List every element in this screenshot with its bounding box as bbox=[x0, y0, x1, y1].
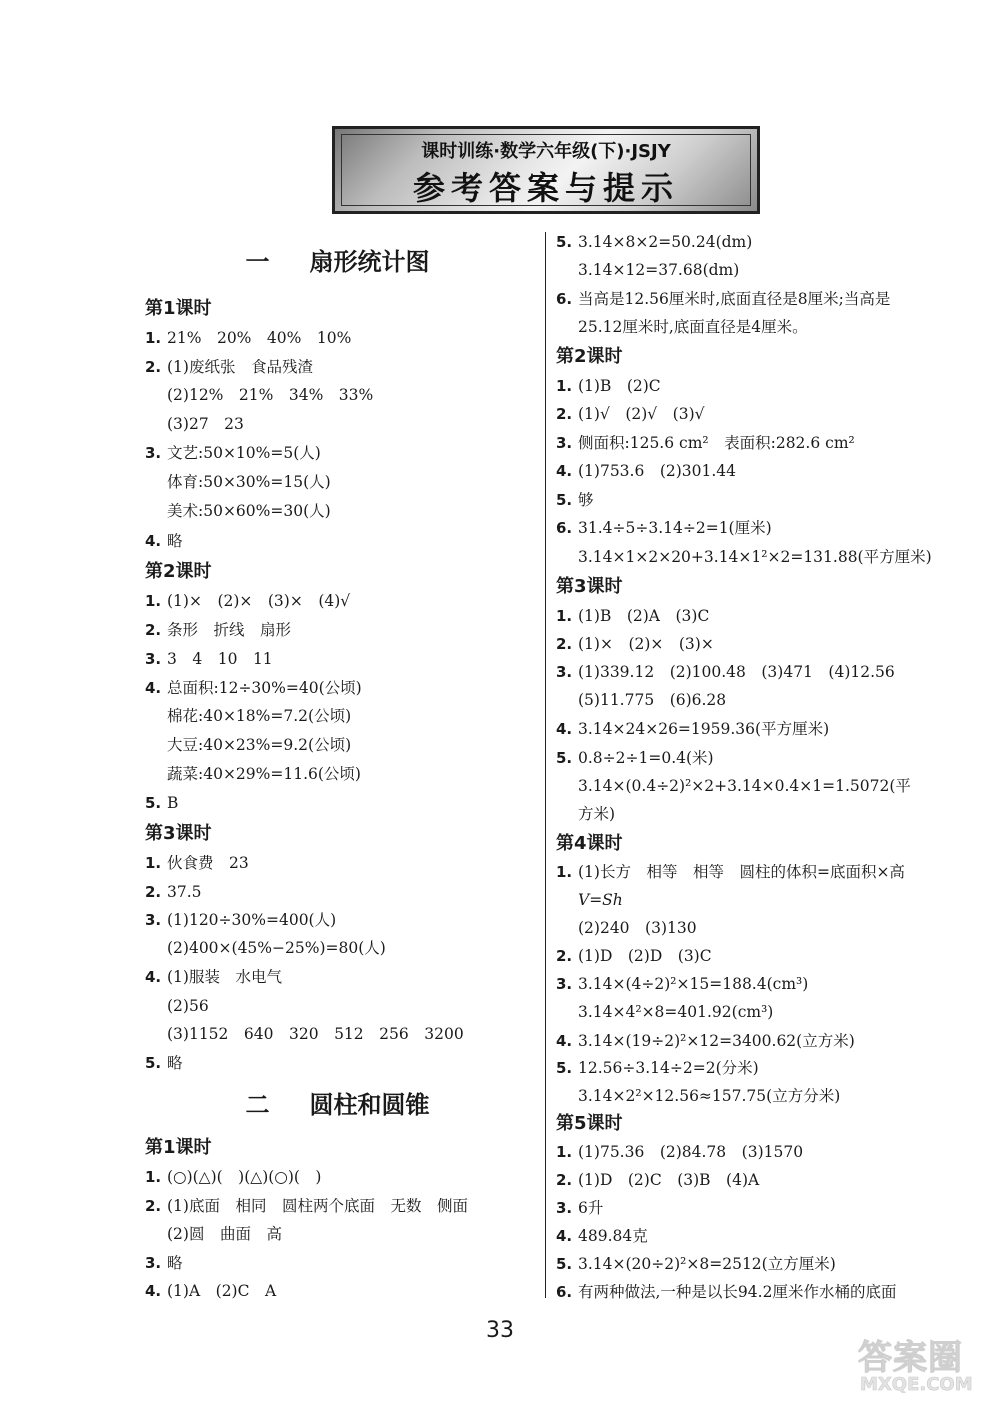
answer-text: 21% 20% 40% 10% bbox=[167, 329, 352, 347]
question-number: 2. bbox=[556, 405, 573, 423]
answer-line: (2)12% 21% 34% 33% bbox=[167, 386, 374, 404]
question-number: 4. bbox=[556, 462, 573, 480]
answer-text: 3.14×8×2=50.24(dm) bbox=[578, 233, 753, 251]
answer-text: 伙食费 23 bbox=[167, 854, 249, 872]
answer-text: 3 4 10 11 bbox=[167, 650, 273, 668]
answer-line: 3.14×12=37.68(dm) bbox=[578, 261, 740, 279]
answer-line bbox=[145, 328, 351, 348]
watermark-logo: 答案圈 bbox=[858, 1338, 963, 1378]
lesson-heading: 第1课时 bbox=[145, 298, 212, 319]
answer-text: (○)(△)( )(△)(○)( ) bbox=[167, 1168, 322, 1186]
answer-line: 方米) bbox=[578, 805, 616, 823]
answer-text: B bbox=[167, 794, 179, 812]
answer-line bbox=[145, 591, 350, 611]
answer-line: 大豆:40×23%=9.2(公顷) bbox=[167, 736, 352, 754]
chapter-heading bbox=[145, 247, 530, 277]
answer-text: (1)× (2)× (3)× bbox=[578, 635, 714, 653]
answer-line bbox=[145, 1281, 276, 1301]
question-number: 4. bbox=[556, 720, 573, 738]
answer-line bbox=[556, 518, 772, 538]
answer-line: (2)圆 曲面 高 bbox=[167, 1225, 282, 1243]
answer-line bbox=[556, 1142, 803, 1162]
lesson-heading: 第5课时 bbox=[556, 1113, 623, 1134]
answer-line bbox=[556, 1170, 759, 1190]
answer-text: 略 bbox=[167, 532, 183, 550]
answer-line bbox=[556, 1031, 855, 1051]
answer-line bbox=[145, 678, 362, 698]
question-number: 2. bbox=[145, 358, 162, 376]
answer-text: (1)× (2)× (3)× (4)√ bbox=[167, 592, 351, 610]
answer-text: 489.84克 bbox=[578, 1227, 648, 1245]
answer-text: (1)底面 相同 圆柱两个底面 无数 侧面 bbox=[167, 1197, 468, 1215]
question-number: 5. bbox=[556, 1059, 573, 1077]
answer-line: 美术:50×60%=30(人) bbox=[167, 502, 331, 520]
chapter-number: 二 bbox=[245, 1091, 270, 1119]
answer-line bbox=[145, 443, 321, 463]
answer-text: 31.4÷5÷3.14÷2=1(厘米) bbox=[578, 519, 772, 537]
answer-line bbox=[556, 1282, 896, 1302]
question-number: 1. bbox=[145, 1168, 162, 1186]
question-number: 4. bbox=[145, 1282, 162, 1300]
chapter-number: 一 bbox=[245, 248, 270, 276]
answer-line bbox=[145, 793, 178, 813]
answer-line bbox=[556, 490, 594, 510]
question-number: 2. bbox=[145, 883, 162, 901]
question-number: 1. bbox=[556, 377, 573, 395]
question-number: 1. bbox=[556, 863, 573, 881]
question-number: 3. bbox=[145, 444, 162, 462]
answer-line: 3.14×4²×8=401.92(cm³) bbox=[578, 1003, 774, 1021]
answer-line: (2)240 (3)130 bbox=[578, 919, 697, 937]
watermark-site: MXQE.COM bbox=[860, 1374, 973, 1395]
answer-text: (1)D (2)C (3)B (4)A bbox=[578, 1171, 760, 1189]
question-number: 2. bbox=[556, 1171, 573, 1189]
answer-line bbox=[145, 357, 313, 377]
question-number: 1. bbox=[556, 607, 573, 625]
answer-line: 棉花:40×18%=7.2(公顷) bbox=[167, 707, 352, 725]
answer-line bbox=[556, 461, 736, 481]
answer-text: 文艺:50×10%=5(人) bbox=[167, 444, 321, 462]
question-number: 4. bbox=[145, 679, 162, 697]
question-number: 2. bbox=[556, 635, 573, 653]
answer-line: 3.14×1×2×20+3.14×1²×2=131.88(平方厘米) bbox=[578, 548, 932, 566]
answer-line bbox=[145, 910, 336, 930]
answer-line bbox=[145, 853, 249, 873]
answer-line bbox=[556, 404, 705, 424]
answer-text: (1)长方 相等 相等 圆柱的体积=底面积×高 bbox=[578, 863, 905, 881]
banner-title: 参考答案与提示 bbox=[412, 169, 679, 207]
answer-line bbox=[145, 1053, 183, 1073]
answer-line: (5)11.775 (6)6.28 bbox=[578, 691, 727, 709]
answer-line bbox=[556, 433, 855, 453]
answer-line: (3)27 23 bbox=[167, 415, 244, 433]
question-number: 3. bbox=[556, 434, 573, 452]
answer-text: (1)339.12 (2)100.48 (3)471 (4)12.56 bbox=[578, 663, 895, 681]
answer-line bbox=[145, 1196, 468, 1216]
answer-text: (1)D (2)D (3)C bbox=[578, 947, 712, 965]
answer-text: (1)B (2)C bbox=[578, 377, 661, 395]
answer-line bbox=[145, 649, 273, 669]
answer-line: 3.14×2²×12.56≈157.75(立方分米) bbox=[578, 1087, 841, 1105]
answer-line: 3.14×(0.4÷2)²×2+3.14×0.4×1=1.5072(平 bbox=[578, 777, 911, 795]
question-number: 4. bbox=[145, 532, 162, 550]
lesson-heading: 第4课时 bbox=[556, 833, 623, 854]
answer-line bbox=[556, 606, 709, 626]
lesson-heading: 第2课时 bbox=[556, 346, 623, 367]
answer-line bbox=[556, 946, 712, 966]
answer-line bbox=[556, 232, 752, 252]
answer-text: 条形 折线 扇形 bbox=[167, 621, 292, 639]
answer-line bbox=[145, 531, 183, 551]
chapter-title: 扇形统计图 bbox=[309, 248, 430, 276]
answer-line: V=Sh bbox=[578, 891, 623, 909]
answer-line bbox=[556, 289, 890, 309]
answer-line bbox=[556, 974, 808, 994]
answer-line bbox=[145, 1167, 321, 1187]
answer-text: 0.8÷2÷1=0.4(米) bbox=[578, 749, 714, 767]
answer-text: (1)B (2)A (3)C bbox=[578, 607, 710, 625]
answer-text: (1)120÷30%=400(人) bbox=[167, 911, 337, 929]
answer-line: 25.12厘米时,底面直径是4厘米。 bbox=[578, 318, 808, 336]
answer-text: (1)√ (2)√ (3)√ bbox=[578, 405, 705, 423]
answer-line bbox=[556, 1198, 603, 1218]
title-banner bbox=[332, 126, 760, 214]
answer-text: (1)753.6 (2)301.44 bbox=[578, 462, 737, 480]
answer-line bbox=[556, 634, 714, 654]
answer-line bbox=[145, 620, 291, 640]
column-divider bbox=[545, 232, 546, 1298]
lesson-heading: 第3课时 bbox=[556, 576, 623, 597]
question-number: 5. bbox=[556, 233, 573, 251]
question-number: 1. bbox=[145, 854, 162, 872]
answer-text: 侧面积:125.6 cm² 表面积:282.6 cm² bbox=[578, 434, 855, 452]
answer-text: 3.14×(4÷2)²×15=188.4(cm³) bbox=[578, 975, 809, 993]
lesson-heading: 第3课时 bbox=[145, 823, 212, 844]
answer-line bbox=[145, 1253, 183, 1273]
watermark bbox=[858, 1330, 988, 1400]
question-number: 3. bbox=[556, 663, 573, 681]
answer-text: 有两种做法,一种是以长94.2厘米作水桶的底面 bbox=[578, 1283, 897, 1301]
answer-line bbox=[556, 1254, 836, 1274]
answer-text: 6升 bbox=[578, 1199, 604, 1217]
question-number: 5. bbox=[556, 1255, 573, 1273]
question-number: 6. bbox=[556, 1283, 573, 1301]
answer-line: (2)56 bbox=[167, 997, 209, 1015]
question-number: 1. bbox=[556, 1143, 573, 1161]
answer-line bbox=[556, 719, 829, 739]
answer-text: 略 bbox=[167, 1254, 183, 1272]
answer-line bbox=[556, 376, 661, 396]
question-number: 3. bbox=[145, 1254, 162, 1272]
question-number: 1. bbox=[145, 592, 162, 610]
answer-line bbox=[556, 662, 895, 682]
lesson-heading: 第2课时 bbox=[145, 561, 212, 582]
question-number: 3. bbox=[556, 975, 573, 993]
question-number: 3. bbox=[145, 650, 162, 668]
answer-line: 蔬菜:40×29%=11.6(公顷) bbox=[167, 765, 361, 783]
question-number: 4. bbox=[556, 1032, 573, 1050]
question-number: 2. bbox=[556, 947, 573, 965]
answer-text: (1)服装 水电气 bbox=[167, 968, 282, 986]
answer-text: 够 bbox=[578, 491, 594, 509]
question-number: 5. bbox=[556, 749, 573, 767]
answer-text: (1)75.36 (2)84.78 (3)1570 bbox=[578, 1143, 804, 1161]
answer-text: (1)废纸张 食品残渣 bbox=[167, 358, 313, 376]
question-number: 1. bbox=[145, 329, 162, 347]
chapter-heading bbox=[145, 1090, 530, 1120]
answer-text: 3.14×(19÷2)²×12=3400.62(立方米) bbox=[578, 1032, 855, 1050]
answer-text: 12.56÷3.14÷2=2(分米) bbox=[578, 1059, 759, 1077]
answer-line bbox=[145, 882, 202, 902]
answer-line bbox=[556, 748, 714, 768]
answer-line bbox=[556, 862, 905, 882]
question-number: 4. bbox=[145, 968, 162, 986]
answer-text: 3.14×(20÷2)²×8=2512(立方厘米) bbox=[578, 1255, 836, 1273]
answer-text: 略 bbox=[167, 1054, 183, 1072]
page-number: 33 bbox=[486, 1318, 514, 1343]
question-number: 3. bbox=[145, 911, 162, 929]
answer-line: 体育:50×30%=15(人) bbox=[167, 473, 331, 491]
answer-text: 37.5 bbox=[167, 883, 202, 901]
question-number: 2. bbox=[145, 1197, 162, 1215]
question-number: 5. bbox=[145, 794, 162, 812]
answer-text: 当高是12.56厘米时,底面直径是8厘米;当高是 bbox=[578, 290, 891, 308]
answer-line: (2)400×(45%−25%)=80(人) bbox=[167, 939, 386, 957]
lesson-heading: 第1课时 bbox=[145, 1137, 212, 1158]
chapter-title: 圆柱和圆锥 bbox=[309, 1091, 430, 1119]
answer-text: 总面积:12÷30%=40(公顷) bbox=[167, 679, 362, 697]
question-number: 5. bbox=[556, 491, 573, 509]
question-number: 3. bbox=[556, 1199, 573, 1217]
question-number: 6. bbox=[556, 519, 573, 537]
answer-line bbox=[556, 1226, 648, 1246]
banner-subtitle: 课时训练·数学六年级(下)·JSJY bbox=[421, 141, 671, 162]
answer-line: (3)1152 640 320 512 256 3200 bbox=[167, 1025, 464, 1043]
question-number: 4. bbox=[556, 1227, 573, 1245]
answer-line bbox=[145, 967, 282, 987]
answer-text: (1)A (2)C A bbox=[167, 1282, 277, 1300]
answer-line bbox=[556, 1058, 759, 1078]
question-number: 6. bbox=[556, 290, 573, 308]
answer-text: 3.14×24×26=1959.36(平方厘米) bbox=[578, 720, 830, 738]
question-number: 2. bbox=[145, 621, 162, 639]
question-number: 5. bbox=[145, 1054, 162, 1072]
